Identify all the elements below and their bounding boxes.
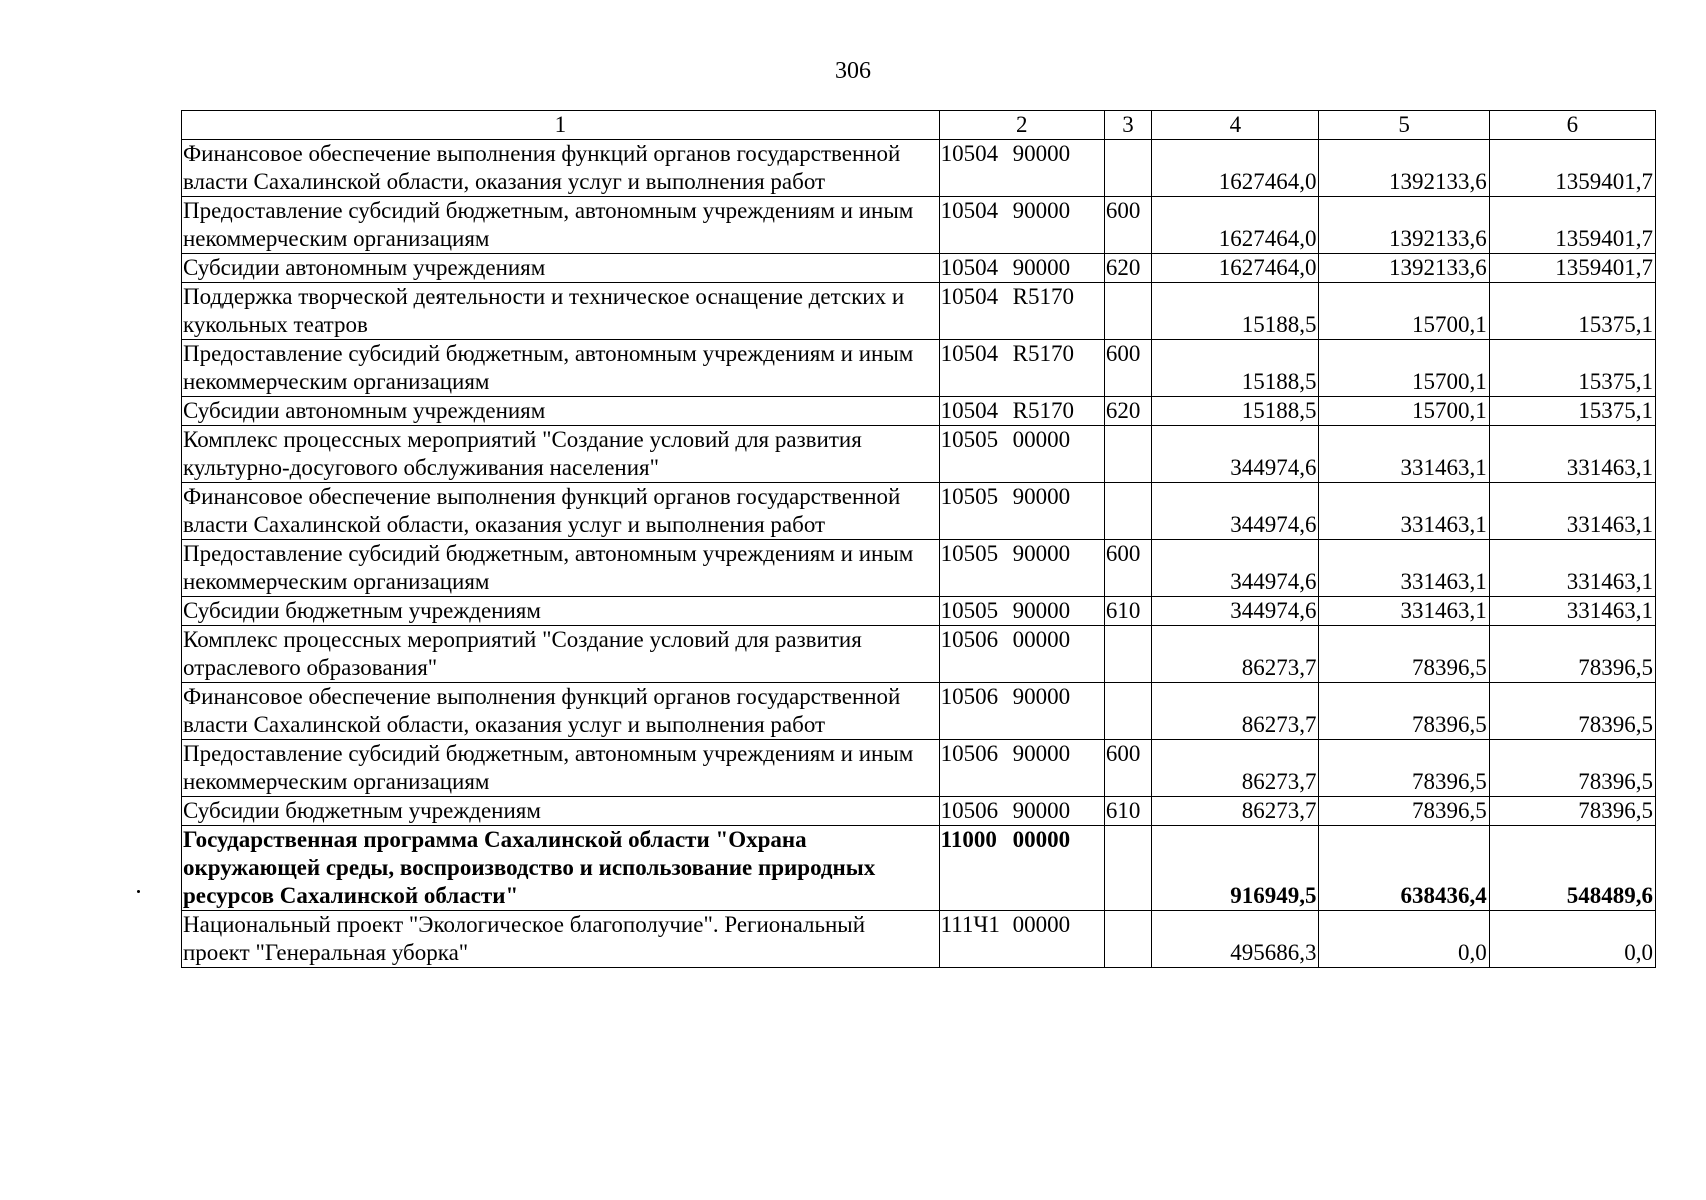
row-value-col5: 0,0 — [1319, 911, 1489, 968]
row-code — [939, 197, 1104, 254]
row-value-col6: 78396,5 — [1489, 626, 1655, 683]
row-value-col4: 344974,6 — [1152, 483, 1319, 540]
row-value-col4: 86273,7 — [1152, 797, 1319, 826]
row-expense-type: 600 — [1104, 740, 1151, 797]
row-code — [939, 483, 1104, 540]
table-row — [182, 797, 1656, 826]
row-expense-type: 610 — [1104, 797, 1151, 826]
code-direction: 90000 — [1012, 255, 1071, 280]
row-code — [939, 740, 1104, 797]
row-expense-type — [1104, 826, 1151, 911]
code-direction: R5170 — [1012, 398, 1074, 423]
row-name: Предоставление субсидий бюджетным, автономным учреждениям и иным некоммерческим организациям — [182, 340, 940, 397]
row-name: Субсидии бюджетным учреждениям — [182, 797, 940, 826]
table-row — [182, 597, 1656, 626]
row-value-col5: 331463,1 — [1319, 597, 1489, 626]
code-direction: 90000 — [1012, 684, 1071, 709]
row-value-col4: 916949,5 — [1152, 826, 1319, 911]
code-direction: 90000 — [1012, 741, 1071, 766]
row-value-col6: 1359401,7 — [1489, 197, 1655, 254]
row-code — [939, 254, 1104, 283]
row-name: Финансовое обеспечение выполнения функций органов государственной власти Сахалинской области, оказания услуг и выполнения работ — [182, 483, 940, 540]
code-program: 10506 — [940, 684, 999, 709]
code-program: 11000 — [940, 827, 997, 852]
code-direction: 00000 — [1012, 627, 1071, 652]
row-value-col6: 331463,1 — [1489, 540, 1655, 597]
code-direction: 00000 — [1012, 827, 1071, 852]
row-expense-type — [1104, 911, 1151, 968]
row-value-col4: 1627464,0 — [1152, 254, 1319, 283]
row-expense-type: 600 — [1104, 197, 1151, 254]
code-program: 10504 — [940, 255, 999, 280]
row-value-col5: 15700,1 — [1319, 340, 1489, 397]
row-value-col4: 1627464,0 — [1152, 197, 1319, 254]
code-program: 10504 — [940, 198, 999, 223]
row-expense-type — [1104, 483, 1151, 540]
row-expense-type: 620 — [1104, 254, 1151, 283]
code-program: 111Ч1 — [940, 912, 1000, 937]
row-expense-type — [1104, 140, 1151, 197]
row-value-col4: 344974,6 — [1152, 597, 1319, 626]
row-value-col5: 331463,1 — [1319, 540, 1489, 597]
row-name: Комплекс процессных мероприятий "Создание условий для развития отраслевого образования" — [182, 626, 940, 683]
row-value-col5: 1392133,6 — [1319, 254, 1489, 283]
table-row — [182, 740, 1656, 797]
code-direction: 00000 — [1012, 427, 1071, 452]
row-name: Субсидии автономным учреждениям — [182, 254, 940, 283]
row-name: Предоставление субсидий бюджетным, автономным учреждениям и иным некоммерческим организациям — [182, 740, 940, 797]
table-row — [182, 826, 1656, 911]
row-value-col4: 86273,7 — [1152, 740, 1319, 797]
row-code — [939, 597, 1104, 626]
table-row — [182, 626, 1656, 683]
row-expense-type: 610 — [1104, 597, 1151, 626]
row-value-col6: 331463,1 — [1489, 597, 1655, 626]
code-program: 10505 — [940, 484, 999, 509]
row-expense-type: 600 — [1104, 540, 1151, 597]
table-row — [182, 540, 1656, 597]
row-name: Субсидии автономным учреждениям — [182, 397, 940, 426]
row-expense-type: 620 — [1104, 397, 1151, 426]
row-value-col5: 331463,1 — [1319, 426, 1489, 483]
code-direction: 00000 — [1012, 912, 1071, 937]
row-code — [939, 683, 1104, 740]
row-value-col4: 86273,7 — [1152, 683, 1319, 740]
row-value-col6: 78396,5 — [1489, 797, 1655, 826]
row-value-col6: 15375,1 — [1489, 283, 1655, 340]
row-value-col6: 1359401,7 — [1489, 254, 1655, 283]
code-direction: 90000 — [1012, 484, 1071, 509]
row-code — [939, 140, 1104, 197]
table-row — [182, 483, 1656, 540]
row-value-col6: 15375,1 — [1489, 397, 1655, 426]
table-row — [182, 197, 1656, 254]
table-row — [182, 683, 1656, 740]
row-code — [939, 826, 1104, 911]
row-value-col5: 78396,5 — [1319, 797, 1489, 826]
table-row — [182, 911, 1656, 968]
row-value-col6: 331463,1 — [1489, 426, 1655, 483]
row-code — [939, 626, 1104, 683]
row-name: Финансовое обеспечение выполнения функций органов государственной власти Сахалинской области, оказания услуг и выполнения работ — [182, 140, 940, 197]
row-value-col4: 1627464,0 — [1152, 140, 1319, 197]
row-value-col5: 1392133,6 — [1319, 197, 1489, 254]
table-row — [182, 340, 1656, 397]
row-expense-type — [1104, 426, 1151, 483]
row-expense-type: 600 — [1104, 340, 1151, 397]
row-value-col6: 1359401,7 — [1489, 140, 1655, 197]
row-code — [939, 540, 1104, 597]
row-name: Предоставление субсидий бюджетным, автономным учреждениям и иным некоммерческим организациям — [182, 540, 940, 597]
table-row — [182, 254, 1656, 283]
row-value-col5: 638436,4 — [1319, 826, 1489, 911]
table-row — [182, 426, 1656, 483]
row-value-col6: 78396,5 — [1489, 683, 1655, 740]
row-code — [939, 340, 1104, 397]
row-name: Государственная программа Сахалинской области "Охрана окружающей среды, воспроизводство и использование природных ресурсов Сахалинской области" — [182, 826, 940, 911]
row-value-col5: 1392133,6 — [1319, 140, 1489, 197]
code-direction: 90000 — [1012, 198, 1071, 223]
code-direction: R5170 — [1012, 341, 1074, 366]
code-direction: 90000 — [1012, 598, 1071, 623]
row-value-col6: 331463,1 — [1489, 483, 1655, 540]
code-program: 10505 — [940, 427, 999, 452]
table-row — [182, 283, 1656, 340]
column-header: 1 — [182, 111, 940, 140]
row-expense-type — [1104, 683, 1151, 740]
row-code — [939, 426, 1104, 483]
code-program: 10505 — [940, 541, 999, 566]
row-value-col6: 548489,6 — [1489, 826, 1655, 911]
code-direction: 90000 — [1012, 541, 1071, 566]
row-value-col6: 15375,1 — [1489, 340, 1655, 397]
row-value-col4: 344974,6 — [1152, 540, 1319, 597]
code-program: 10505 — [940, 598, 999, 623]
row-code — [939, 911, 1104, 968]
row-value-col5: 78396,5 — [1319, 626, 1489, 683]
header-row — [182, 111, 1656, 140]
table-body — [182, 140, 1656, 968]
column-header: 4 — [1152, 111, 1319, 140]
code-direction: 90000 — [1012, 141, 1071, 166]
row-expense-type — [1104, 626, 1151, 683]
row-value-col5: 331463,1 — [1319, 483, 1489, 540]
row-code — [939, 283, 1104, 340]
row-value-col4: 15188,5 — [1152, 283, 1319, 340]
column-header: 2 — [939, 111, 1104, 140]
row-value-col5: 78396,5 — [1319, 683, 1489, 740]
row-value-col4: 86273,7 — [1152, 626, 1319, 683]
row-name: Финансовое обеспечение выполнения функций органов государственной власти Сахалинской области, оказания услуг и выполнения работ — [182, 683, 940, 740]
column-header: 3 — [1104, 111, 1151, 140]
table-row — [182, 397, 1656, 426]
row-value-col4: 344974,6 — [1152, 426, 1319, 483]
code-program: 10504 — [940, 284, 999, 309]
row-expense-type — [1104, 283, 1151, 340]
column-header: 5 — [1319, 111, 1489, 140]
row-value-col4: 15188,5 — [1152, 340, 1319, 397]
code-program: 10506 — [940, 741, 999, 766]
page-number: 306 — [835, 58, 871, 84]
code-program: 10506 — [940, 627, 999, 652]
row-value-col4: 15188,5 — [1152, 397, 1319, 426]
code-program: 10504 — [940, 141, 999, 166]
row-name: Субсидии бюджетным учреждениям — [182, 597, 940, 626]
row-value-col5: 15700,1 — [1319, 283, 1489, 340]
row-value-col6: 0,0 — [1489, 911, 1655, 968]
row-value-col4: 495686,3 — [1152, 911, 1319, 968]
row-value-col5: 78396,5 — [1319, 740, 1489, 797]
table-row — [182, 140, 1656, 197]
row-value-col5: 15700,1 — [1319, 397, 1489, 426]
code-direction: R5170 — [1012, 284, 1074, 309]
row-value-col6: 78396,5 — [1489, 740, 1655, 797]
row-name: Национальный проект "Экологическое благополучие". Региональный проект "Генеральная уборка" — [182, 911, 940, 968]
row-name: Поддержка творческой деятельности и техническое оснащение детских и кукольных театров — [182, 283, 940, 340]
scan-speck — [137, 890, 140, 893]
code-direction: 90000 — [1012, 798, 1071, 823]
code-program: 10504 — [940, 398, 999, 423]
code-program: 10504 — [940, 341, 999, 366]
row-name: Комплекс процессных мероприятий "Создание условий для развития культурно-досугового обслуживания населения" — [182, 426, 940, 483]
budget-table — [181, 110, 1656, 968]
column-header: 6 — [1489, 111, 1655, 140]
row-code — [939, 397, 1104, 426]
code-program: 10506 — [940, 798, 999, 823]
row-code — [939, 797, 1104, 826]
row-name: Предоставление субсидий бюджетным, автономным учреждениям и иным некоммерческим организациям — [182, 197, 940, 254]
